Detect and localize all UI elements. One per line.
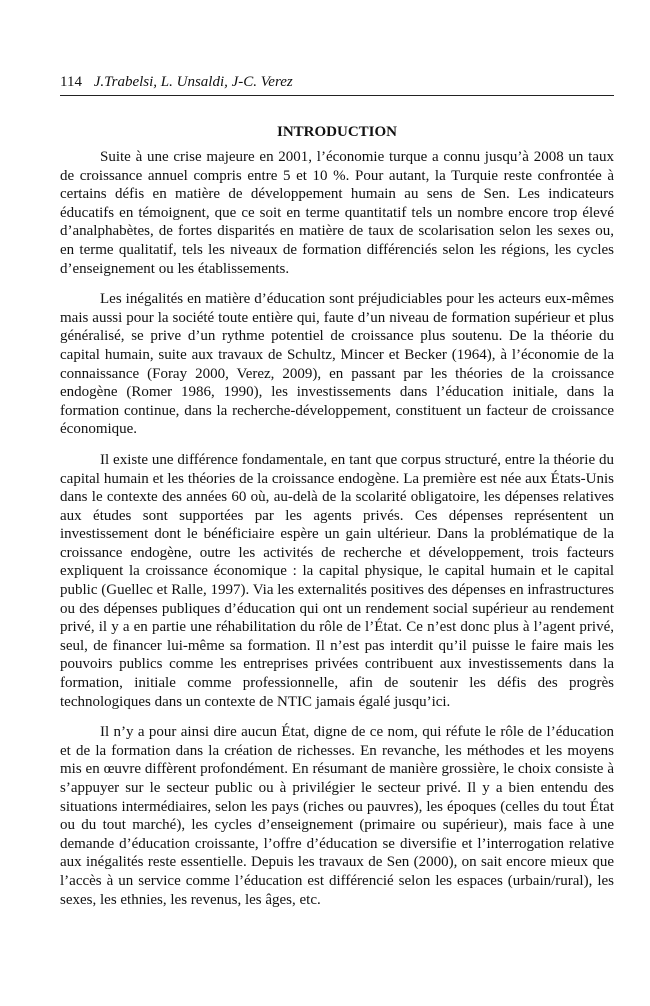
paragraph: Il existe une différence fondamentale, en tant que corpus structuré, entre la théorie du capital humain et les théories de la croissance endogène. La première est née aux États-Unis dans le contexte des années 60 où, au-delà de la scolarité obligatoire, les dépenses relatives aux études sont supportées par les agents privés. Ces dépenses représentent un investissement dont le bénéficiaire espère un gain ultérieur. Dans la problématique de la croissance endogène, outre les activités de recherche et développement, trois facteurs expliquent la croissance économique : la capital physique, le capital humain et le capital public (Guellec et Ralle, 1997). Via les externalités positives des dépenses en infrastructures ou des dépenses publiques d’éducation qui ont un rendement social supérieur au rendement privé, il y a en partie une réhabilitation du rôle de l’État. Ce n’est donc plus à l’agent privé, seul, de financer lui-même sa formation. Il n’est pas interdit qu’il puisse le faire mais les pouvoirs publics comme les entreprises privées contribuent aux investissements dans la formation, initiale comme professionnelle, afin de soutenir les défis des progrès technologiques dans un contexte de NTIC jamais égalé jusqu’ici. bbox=[60, 451, 614, 710]
paragraph: Il n’y a pour ainsi dire aucun État, digne de ce nom, qui réfute le rôle de l’éducation et de la formation dans la création de richesses. En revanche, les méthodes et les moyens mis en œuvre diffèrent profondément. En résumant de manière grossière, le choix consiste à s’appuyer sur le secteur public ou à privilégier le secteur privé. Il y a bien entendu des situations intermédiaires, selon les pays (riches ou pauvres), les époques (celles du tout État ou du tout marché), les cycles d’enseignement (primaire ou supérieur), mais face à une demande d’éducation croissante, l’offre d’éducation se diversifie et l’interrogation relative aux inégalités reste essentielle. Depuis les travaux de Sen (2000), on sait encore mieux que l’accès à un service comme l’éducation est différencié selon les espaces (urbain/rural), les sexes, les ethnies, les revenus, les âges, etc. bbox=[60, 724, 614, 908]
page-number: 114 bbox=[60, 74, 82, 90]
section-title: INTRODUCTION bbox=[276, 124, 397, 140]
paragraph: Suite à une crise majeure en 2001, l’économie turque a connu jusqu’à 2008 un taux de croissance annuel compris entre 5 et 10 %. Pour autant, la Turquie reste confrontée à certains défis en matière de développement humain au sens de Sen. Les indicateurs éducatifs en témoignent, que ce soit en terme quantitatif tels un nombre encore trop élevé d’analphabètes, de fortes disparités en matière de taux de scolarisation selon les sexes ou, en terme qualitatif, tels les niveaux de formation différenciés selon les régions, les cycles d’enseignement ou les établissements. bbox=[60, 149, 614, 277]
running-header-authors: J.Trabelsi, L. Unsaldi, J-C. Verez bbox=[93, 74, 293, 90]
running-header bbox=[60, 72, 614, 96]
page bbox=[60, 72, 614, 921]
paragraph: Les inégalités en matière d’éducation sont préjudiciables pour les acteurs eux-mêmes mais aussi pour la société toute entière qui, faute d’un niveau de formation supérieur et plus généralisé, se prive d’un rythme potentiel de croissance plus soutenu. De la théorie du capital humain, suite aux travaux de Schultz, Mincer et Becker (1964), à l’économie de la connaissance (Foray 2000, Verez, 2009), en passant par les théories de la croissance endogène (Romer 1986, 1990), les investissements dans l’éducation initiale, dans la formation continue, dans la recherche-développement, constituent un facteur de croissance économique. bbox=[60, 291, 614, 438]
